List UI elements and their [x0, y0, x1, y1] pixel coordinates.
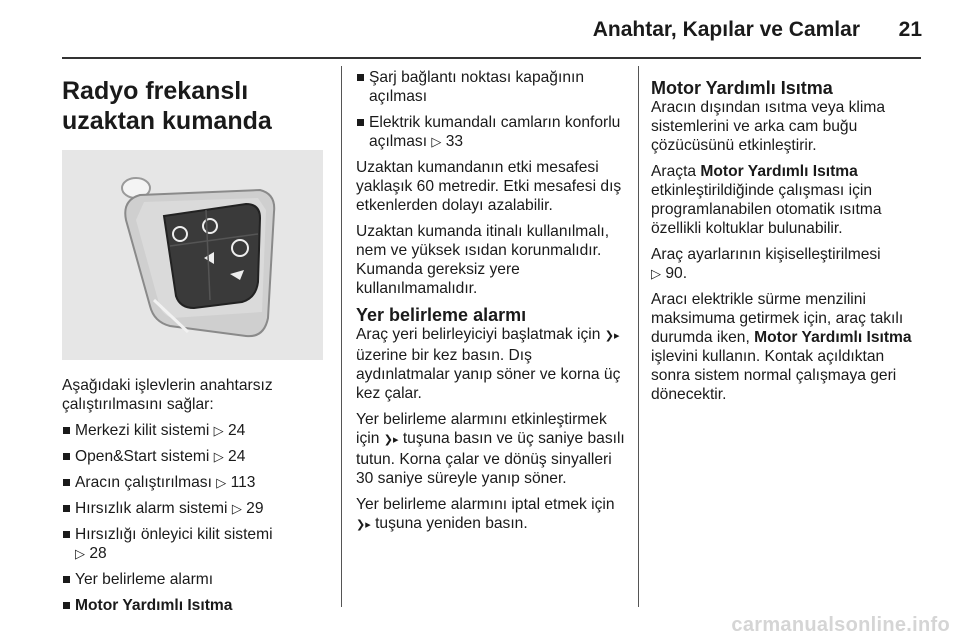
page-ref-icon: ▷ [231, 501, 242, 516]
key-fob-illustration [62, 150, 323, 360]
page-ref: 24 [228, 448, 246, 465]
locator-button-icon: ❯▸ [383, 434, 399, 446]
list-item: Aracın çalıştırılması ▷ 113 [62, 473, 332, 492]
watermark: carmanualsonline.info [731, 614, 950, 636]
section-heading: Radyo frekanslı uzaktan kumanda [62, 77, 272, 135]
page-ref-icon: ▷ [216, 475, 227, 490]
page-header-title: Anahtar, Kapılar ve Camlar [592, 18, 860, 41]
list-item: Yer belirleme alarmı [62, 570, 332, 589]
paragraph: Araç ayarlarının kişiselleştirilmesi ▷ 90. [651, 246, 881, 282]
paragraph: Yer belirleme alarmını etkinleştirmek için ❯▸ tuşuna basın ve üç saniye basılı tutun. Korna çalar ve dönüş sinyalleri 30 saniye süreyle yanıp söner. [356, 411, 625, 487]
page-ref: 113 [230, 474, 256, 491]
list-item: Open&Start sistemi ▷ 24 [62, 447, 332, 466]
list-item: Elektrik kumandalı camların konforlu açılması ▷ 33 [356, 113, 628, 151]
paragraph: Uzaktan kumanda itinalı kullanılmalı, nem ve yüksek ısıdan korunmalıdır. Kumanda gereksiz yere kullanılmamalıdır. [356, 223, 610, 297]
page-ref: 90. [665, 265, 688, 282]
page-ref-icon: ▷ [213, 449, 224, 464]
paragraph: Yer belirleme alarmını iptal etmek için ❯▸ tuşuna yeniden basın. [356, 496, 615, 532]
paragraph: Aracı elektrikle sürme menzilini maksimuma getirmek için, araç takılı durumda iken, Motor Yardımlı Isıtma işlevini kullanın. Kontak açıldıktan sonra sistem normal çalışmaya geri dönecektir. [651, 291, 912, 403]
feature-list-continued [356, 68, 628, 151]
column-divider-1 [341, 66, 342, 607]
list-item: Hırsızlığı önleyici kilit sistemi ▷ 28 [62, 525, 332, 563]
subsection-heading: Yer belirleme alarmı [356, 305, 527, 325]
list-item: Merkezi kilit sistemi ▷ 24 [62, 421, 332, 440]
page-ref-icon: ▷ [431, 134, 442, 149]
locator-button-icon: ❯▸ [356, 519, 371, 531]
page-ref-icon: ▷ [75, 546, 85, 561]
column-divider-2 [638, 66, 639, 607]
list-item: Motor Yardımlı Isıtma [62, 596, 332, 615]
page-ref-icon: ▷ [651, 266, 661, 281]
paragraph: Araçta Motor Yardımlı Isıtma etkinleştirildiğinde çalışması için programlanabilen otomatik ısıtma özellikli koltuklar bulunabilir. [651, 163, 882, 237]
feature-list [62, 421, 332, 615]
header-rule [62, 57, 921, 59]
paragraph: Araç yeri belirleyiciyi başlatmak için ❯▸ üzerine bir kez basın. Dış aydınlatmalar yanıp söner ve korna üç kez çalar. [356, 326, 621, 402]
paragraph: Uzaktan kumandanın etki mesafesi yaklaşık 60 metredir. Etki mesafesi dış etkenlerden dolayı azalabilir. [356, 159, 622, 214]
paragraph: Aracın dışından ısıtma veya klima sistemlerini ve arka cam buğu çözücüsünü etkinleştirir. [651, 99, 886, 154]
page-ref: 33 [445, 133, 464, 150]
column-1 [62, 68, 332, 622]
locator-button-icon: ❯▸ [604, 330, 620, 342]
page-ref: 29 [246, 500, 264, 517]
column-2 [356, 68, 628, 542]
subsection-heading: Motor Yardımlı Isıtma [651, 78, 833, 98]
list-item: Hırsızlık alarm sistemi ▷ 29 [62, 499, 332, 518]
page-ref-icon: ▷ [213, 423, 224, 438]
page-ref: 28 [89, 545, 107, 562]
list-item: Şarj bağlantı noktası kapağının açılması [356, 68, 628, 106]
key-fob-image [62, 150, 323, 360]
page-number: 21 [898, 18, 922, 41]
column-3 [651, 68, 923, 411]
intro-text: Aşağıdaki işlevlerin anahtarsız çalıştırılmasını sağlar: [62, 377, 273, 413]
page-ref: 24 [227, 422, 246, 439]
